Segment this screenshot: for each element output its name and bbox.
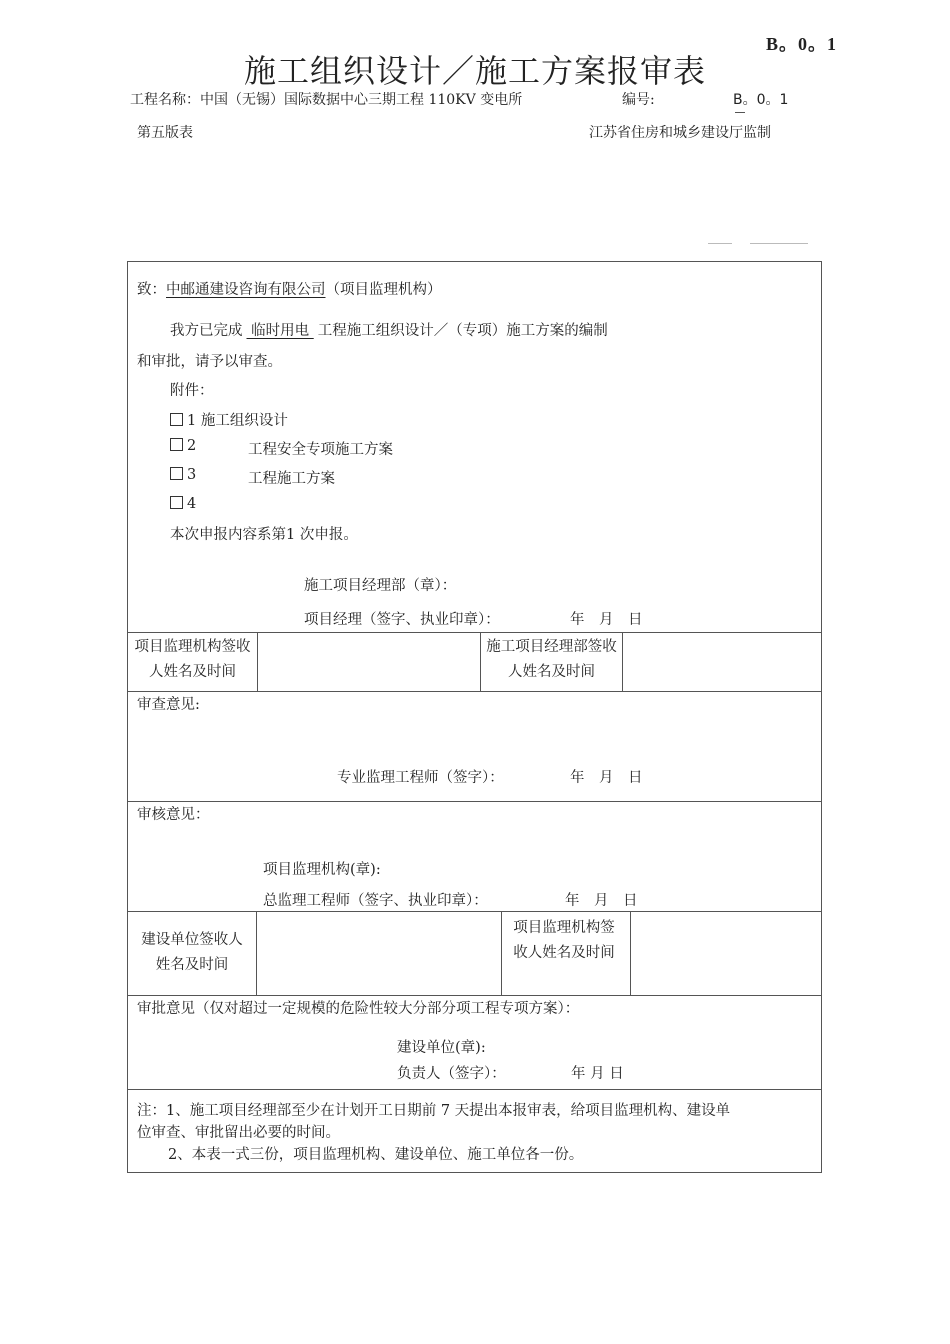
contractor-receipt-label: 施工项目经理部签收人姓名及时间 <box>486 639 617 680</box>
checkbox[interactable] <box>170 467 183 480</box>
dept-seal-label: 施工项目经理部（章）： <box>304 578 457 594</box>
addressee-suffix: （项目监理机构） <box>325 282 442 298</box>
statement-subject: 临时用电 <box>246 323 314 339</box>
form-code-top: B。0。1 <box>766 34 838 54</box>
submission-count: 本次申报内容系第1 次申报。 <box>170 527 358 543</box>
audit-label: 审核意见： <box>137 807 210 823</box>
approval-sign-label: 负责人（签字）： <box>397 1066 506 1082</box>
edition-label: 第五版表 <box>137 125 193 141</box>
review-label: 审查意见: <box>137 697 200 713</box>
checkbox[interactable] <box>170 413 183 426</box>
page-title: 施工组织设计／施工方案报审表 <box>243 52 706 90</box>
checkbox[interactable] <box>170 496 183 509</box>
owner-receipt-label: 建设单位签收人姓名及时间 <box>141 932 243 973</box>
header-rule-short <box>708 243 732 244</box>
col-divider <box>622 632 623 691</box>
project-name-value: 中国（无锡）国际数据中心三期工程 110KV 变电所 <box>200 92 523 108</box>
row-divider <box>128 911 821 912</box>
audit-sign-label: 总监理工程师（签字、执业印章）： <box>263 893 488 909</box>
row-divider <box>128 691 821 692</box>
manager-sign-label: 项目经理（签字、执业印章）： <box>304 612 500 628</box>
addressee-label: 致： <box>137 282 166 298</box>
row-divider <box>128 801 821 802</box>
attachment-num: 4 <box>187 496 197 512</box>
attachment-num: 2 <box>187 438 197 454</box>
col-divider <box>256 911 257 995</box>
review-sign-label: 专业监理工程师（签字）： <box>337 770 504 786</box>
audit-seal-label: 项目监理机构(章): <box>263 862 381 878</box>
note-line-3: 2、本表一式三份，项目监理机构、建设单位、施工单位各一份。 <box>168 1147 584 1163</box>
supervisor-org: 江苏省住房和城乡建设厅监制 <box>589 125 771 141</box>
attachment-num: 1 <box>187 413 197 429</box>
note-line-1: 注：1、施工项目经理部至少在计划开工日期前 7 天提出本报审表，给项目监理机构、建设单 <box>137 1103 731 1119</box>
header-rule-long <box>750 243 808 244</box>
attachment-label: 工程安全专项施工方案 <box>248 442 393 458</box>
row-divider <box>128 1089 821 1090</box>
attachment-item-4[interactable] <box>170 496 196 512</box>
review-date: 年 月 日 <box>570 770 643 786</box>
number-label: 编号: <box>622 92 655 108</box>
number-value: B。0。1 <box>733 92 789 108</box>
form-table <box>127 261 822 1173</box>
row-divider <box>128 995 821 996</box>
attachments-label: 附件： <box>170 383 214 399</box>
checkbox[interactable] <box>170 438 183 451</box>
audit-date: 年 月 日 <box>565 893 638 909</box>
project-name-row <box>130 89 522 109</box>
addressee-row <box>137 278 442 299</box>
attachment-num: 3 <box>187 467 197 483</box>
attachment-item-2[interactable] <box>170 438 393 458</box>
col-divider <box>630 911 631 995</box>
number-dash <box>735 112 745 113</box>
statement-prefix: 我方已完成 <box>170 323 243 339</box>
statement-suffix: 工程施工组织设计／（专项）施工方案的编制 <box>317 323 608 339</box>
completion-statement-line2: 和审批，请予以审查。 <box>137 354 282 370</box>
col-divider <box>257 632 258 691</box>
completion-statement <box>170 319 608 340</box>
addressee-company: 中邮通建设咨询有限公司 <box>166 282 326 298</box>
attachment-label: 工程施工方案 <box>248 471 335 487</box>
project-name-label: 工程名称： <box>130 92 200 108</box>
submission-date: 年 月 日 <box>570 612 643 628</box>
approval-label: 审批意见（仅对超过一定规模的危险性较大分部分项工程专项方案）： <box>137 1001 580 1017</box>
note-line-2: 位审查、审批留出必要的时间。 <box>137 1125 340 1141</box>
approval-seal-label: 建设单位(章): <box>397 1040 486 1056</box>
approval-date: 年 月 日 <box>571 1066 624 1082</box>
col-divider <box>501 911 502 995</box>
attachment-item-1[interactable] <box>170 409 288 430</box>
row-divider <box>128 632 821 633</box>
attachment-item-3[interactable] <box>170 467 335 487</box>
supervision-receipt-label: 项目监理机构签收人姓名及时间 <box>134 639 251 680</box>
supervision-receipt-label-2: 项目监理机构签收人姓名及时间 <box>513 920 615 961</box>
attachment-label: 施工组织设计 <box>200 413 288 429</box>
